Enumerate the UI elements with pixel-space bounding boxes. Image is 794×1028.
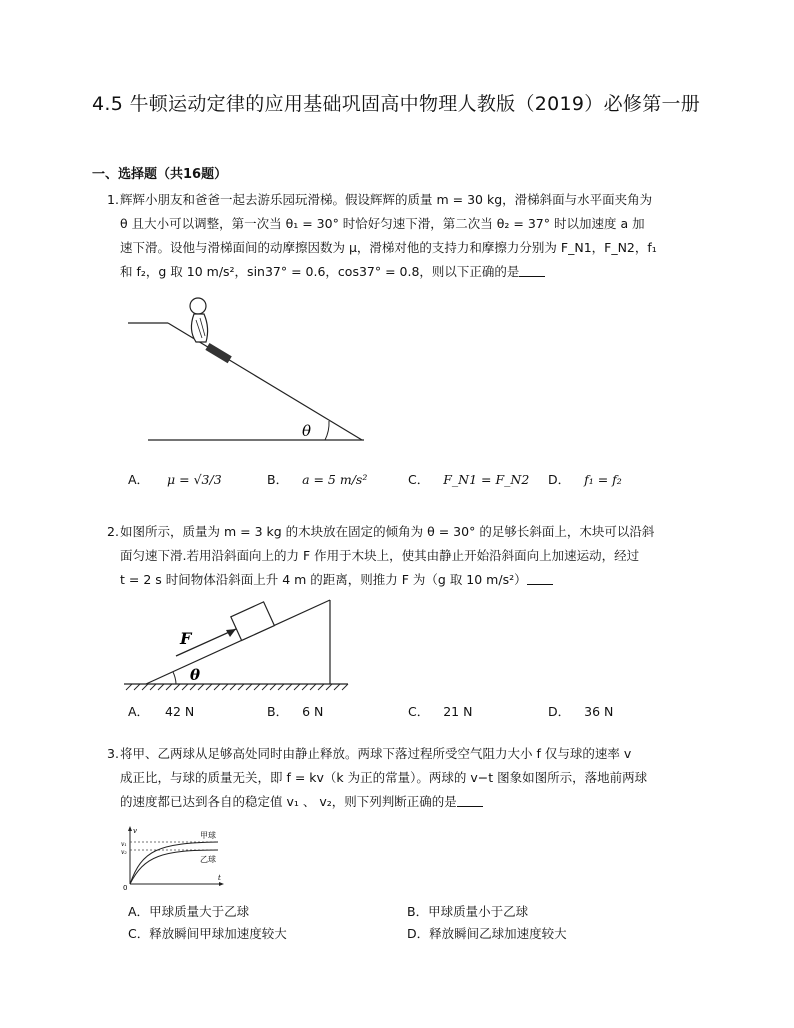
question-text-line: 如图所示，质量为 m = 3 kg 的木块放在固定的倾角为 θ = 30° 的足够长斜面上，木块可以沿斜 — [120, 524, 655, 539]
question-text-line: 速下滑。设他与滑梯面间的动摩擦因数为 μ，滑梯对他的支持力和摩擦力分别为 F_N1，F_N2，f₁ — [120, 240, 657, 255]
question-number: 2. — [107, 524, 119, 539]
angle-label: θ — [302, 422, 312, 440]
option-b[interactable] — [407, 902, 528, 920]
option-letter: D． — [407, 926, 430, 941]
question-number: 3. — [107, 746, 119, 761]
option-a[interactable] — [128, 702, 194, 720]
option-text: 6 N — [302, 704, 324, 719]
question-number: 1. — [107, 192, 119, 207]
answer-blank[interactable] — [457, 794, 483, 807]
question-text-line: 的速度都已达到各自的稳定值 v₁ 、 v₂，则下列判断正确的是 — [120, 794, 457, 809]
option-letter: A． — [128, 472, 150, 487]
child-figure — [190, 298, 232, 363]
option-letter: B． — [407, 904, 429, 919]
angle-arc — [173, 672, 176, 684]
option-text: 释放瞬间甲球加速度较大 — [149, 926, 287, 941]
t-axis-label: t — [218, 874, 221, 882]
option-letter: B． — [267, 704, 289, 719]
question-text-line: 将甲、乙两球从足够高处同时由静止释放。两球下落过程所受空气阻力大小 f 仅与球的速率 v — [120, 746, 632, 761]
option-c[interactable] — [408, 470, 529, 488]
option-text: F_N1 = F_N2 — [443, 472, 530, 487]
option-text: μ = √3/3 — [167, 472, 222, 487]
v2-label: v₂ — [121, 849, 127, 856]
v1-label: v₁ — [121, 841, 127, 848]
page-title: 4.5 牛顿运动定律的应用基础巩固高中物理人教版（2019）必修第一册 — [92, 93, 701, 115]
force-label: F — [180, 629, 192, 648]
option-d[interactable] — [407, 924, 567, 942]
option-b[interactable] — [267, 702, 323, 720]
vt-graph — [118, 824, 228, 890]
option-text: 甲球质量小于乙球 — [428, 904, 529, 919]
option-text: a = 5 m/s² — [302, 472, 368, 487]
option-c[interactable] — [128, 924, 287, 942]
option-letter: A． — [128, 904, 150, 919]
option-letter: B． — [267, 472, 289, 487]
option-letter: D． — [548, 704, 571, 719]
wooden-block — [231, 602, 275, 641]
option-letter: D． — [548, 472, 571, 487]
answer-blank[interactable] — [519, 264, 545, 277]
option-text: 36 N — [584, 704, 614, 719]
option-a[interactable] — [128, 470, 222, 488]
option-text: f₁ = f₂ — [584, 472, 622, 487]
option-d[interactable] — [548, 470, 622, 488]
incline-block-figure — [120, 594, 350, 694]
option-text: 42 N — [165, 704, 195, 719]
origin-label: 0 — [123, 884, 128, 892]
angle-arc — [325, 421, 329, 440]
option-letter: A． — [128, 704, 150, 719]
yi-label: 乙球 — [200, 855, 216, 864]
option-c[interactable] — [408, 702, 472, 720]
question-text-line: 和 f₂，g 取 10 m/s²，sin37° = 0.6，cos37° = 0.8，则以下正确的是 — [120, 264, 520, 279]
question-text-line: 面匀速下滑.若用沿斜面向上的力 F 作用于木块上，使其由静止开始沿斜面向上加速运动，经过 — [120, 548, 640, 563]
v-axis-arrow — [128, 826, 132, 831]
option-b[interactable] — [267, 470, 367, 488]
ground-hatching — [126, 684, 348, 690]
question-text-line: 辉辉小朋友和爸爸一起去游乐园玩滑梯。假设辉辉的质量 m = 30 kg，滑梯斜面与水平面夹角为 — [120, 192, 653, 207]
section-heading: 一、选择题（共16题） — [92, 167, 228, 182]
angle-label: θ — [190, 666, 201, 684]
v-axis-label: v — [133, 827, 137, 835]
option-letter: C． — [408, 472, 430, 487]
incline-surface — [146, 600, 330, 684]
option-letter: C． — [128, 926, 150, 941]
question-text-line: θ 且大小可以调整，第一次当 θ₁ = 30° 时恰好匀速下滑，第二次当 θ₂ = 37° 时以加速度 a 加 — [120, 216, 645, 231]
question-text-line: t = 2 s 时间物体沿斜面上升 4 m 的距离，则推力 F 为（g 取 10 m/s²） — [120, 572, 527, 587]
question-text-line: 成正比，与球的质量无关，即 f = kv（k 为正的常量）。两球的 v−t 图象如图所示，落地前两球 — [120, 770, 648, 785]
answer-blank[interactable] — [527, 572, 553, 585]
option-text: 甲球质量大于乙球 — [149, 904, 250, 919]
option-text: 21 N — [443, 704, 473, 719]
option-d[interactable] — [548, 702, 613, 720]
option-letter: C． — [408, 704, 430, 719]
jia-label: 甲球 — [200, 831, 216, 840]
option-a[interactable] — [128, 902, 249, 920]
t-axis-arrow — [219, 882, 224, 886]
option-text: 释放瞬间乙球加速度较大 — [429, 926, 567, 941]
slide-figure — [120, 290, 380, 450]
